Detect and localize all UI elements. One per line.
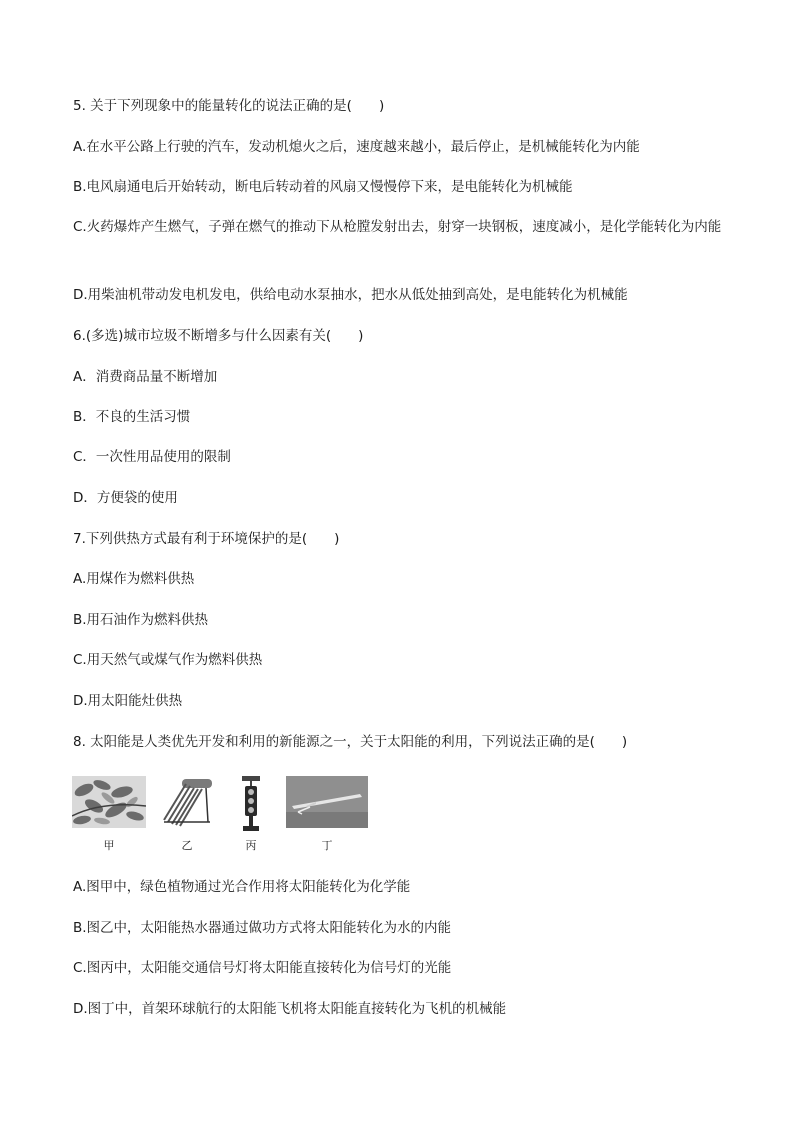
question-6-option-b: B．不良的生活习惯 (73, 409, 191, 425)
question-7-option-c: C.用天然气或煤气作为燃料供热 (73, 652, 263, 668)
question-8-option-d: D.图丁中，首架环球航行的太阳能飞机将太阳能直接转化为飞机的机械能 (73, 1001, 507, 1017)
question-7-option-d: D.用太阳能灶供热 (73, 693, 183, 709)
question-8-stem: 8. 太阳能是人类优先开发和利用的新能源之一，关于太阳能的利用，下列说法正确的是( ) (73, 734, 628, 750)
question-8-figures (72, 776, 372, 854)
figure-plant-image (72, 776, 146, 852)
figure-caption-jia: 甲 (103, 839, 115, 852)
question-8-option-c: C.图丙中，太阳能交通信号灯将太阳能直接转化为信号灯的光能 (73, 960, 452, 976)
figure-solar-traffic-light-image (238, 776, 264, 852)
question-6-stem: 6.(多选)城市垃圾不断增多与什么因素有关( ) (73, 328, 364, 344)
figure-solar-airplane-image (286, 776, 368, 852)
question-8-option-a: A.图甲中，绿色植物通过光合作用将太阳能转化为化学能 (73, 879, 411, 895)
question-7-option-b: B.用石油作为燃料供热 (73, 612, 209, 628)
question-8-option-b: B.图乙中，太阳能热水器通过做功方式将太阳能转化为水的内能 (73, 920, 452, 936)
question-5-option-d: D.用柴油机带动发电机发电，供给电动水泵抽水，把水从低处抽到高处，是电能转化为机械能 (73, 287, 628, 303)
question-5-stem: 5. 关于下列现象中的能量转化的说法正确的是( ) (73, 98, 385, 114)
question-6-option-d: D．方便袋的使用 (73, 490, 178, 506)
question-5-option-b: B.电风扇通电后开始转动，断电后转动着的风扇又慢慢停下来，是电能转化为机械能 (73, 179, 573, 195)
question-5-option-c: C.火药爆炸产生燃气，子弹在燃气的推动下从枪膛发射出去，射穿一块钢板，速度减小，是化学能转化为内能 (73, 219, 722, 235)
figure-caption-ding: 丁 (321, 839, 333, 852)
figure-caption-yi: 乙 (181, 839, 193, 852)
figure-caption-bing: 丙 (245, 839, 257, 852)
question-6-option-c: C．一次性用品使用的限制 (73, 449, 231, 465)
question-7-stem: 7.下列供热方式最有利于环境保护的是( ) (73, 531, 340, 547)
question-5-option-a: A.在水平公路上行驶的汽车，发动机熄火之后，速度越来越小，最后停止，是机械能转化为内能 (73, 139, 640, 155)
question-7-option-a: A.用煤作为燃料供热 (73, 571, 195, 587)
figure-solar-water-heater-image (160, 776, 214, 852)
question-6-option-a: A．消费商品量不断增加 (73, 369, 218, 385)
